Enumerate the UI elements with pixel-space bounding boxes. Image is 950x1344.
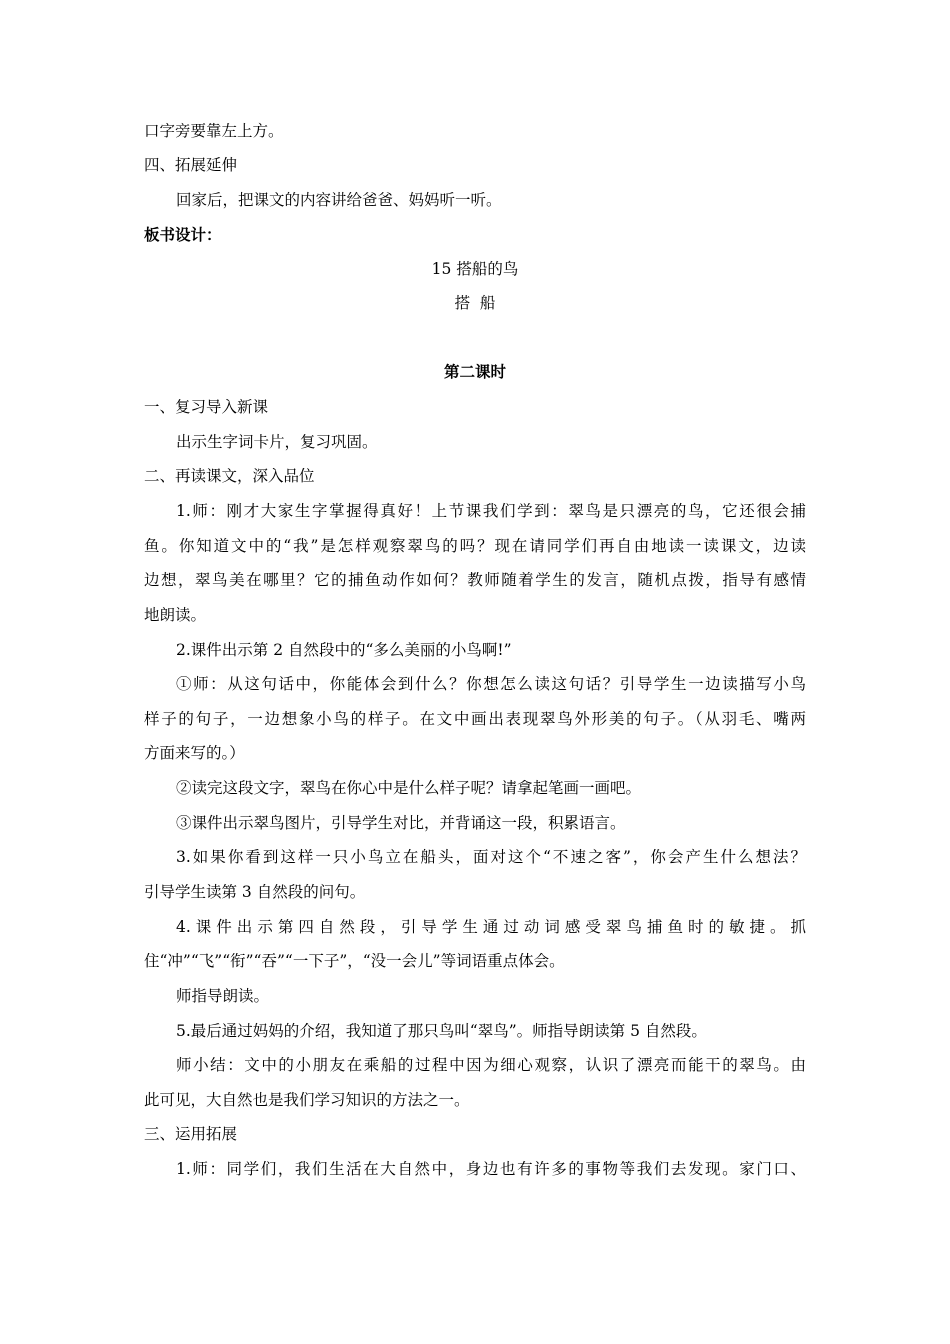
text-line: 3.如果你看到这样一只小鸟立在船头，面对这个“不速之客”，你会产生什么想法？	[176, 848, 806, 866]
text-line: 1.师：同学们，我们生活在大自然中，身边也有许多的事物等我们去发现。家门口、	[176, 1160, 806, 1178]
text-line: 师指导朗读。	[176, 987, 270, 1005]
section-heading-reread: 二、再读课文，深入品位	[144, 467, 315, 485]
lesson-title: 第二课时	[443, 362, 506, 381]
text-line: 住“冲”“飞”“衔”“吞”“一下子”，“没一会儿”等词语重点体会。	[144, 952, 565, 970]
text-line: 引导学生读第 3 自然段的问句。	[144, 883, 366, 901]
text-line: 4.课件出示第四自然段，引导学生通过动词感受翠鸟捕鱼时的敏捷。抓	[176, 918, 806, 936]
text-line: ②读完这段文字，翠鸟在你心中是什么样子呢？请拿起笔画一画吧。	[176, 779, 642, 797]
text-line: ①师：从这句话中，你能体会到什么？你想怎么读这句话？引导学生一边读描写小鸟	[176, 675, 806, 693]
text-line: 此可见，大自然也是我们学习知识的方法之一。	[144, 1091, 470, 1109]
text-line: 师小结：文中的小朋友在乘船的过程中因为细心观察，认识了漂亮而能干的翠鸟。由	[176, 1056, 806, 1074]
board-design-label: 板书设计：	[144, 225, 222, 244]
text-line: 2.课件出示第 2 自然段中的“多么美丽的小鸟啊!”	[176, 641, 512, 659]
text-line: ③课件出示翠鸟图片，引导学生对比，并背诵这一段，积累语言。	[176, 814, 626, 832]
section-heading-apply: 三、运用拓展	[144, 1125, 238, 1143]
section-heading-extend: 四、拓展延伸	[144, 156, 238, 174]
text-line: 鱼。你知道文中的“我”是怎样观察翠鸟的吗？现在请同学们再自由地读一读课文，边读	[144, 537, 806, 555]
board-title: 15 搭船的鸟	[431, 260, 519, 278]
text-line: 口字旁要靠左上方。	[144, 122, 284, 140]
section-heading-review: 一、复习导入新课	[144, 398, 269, 416]
text-line: 1.师：刚才大家生字掌握得真好！上节课我们学到：翠鸟是只漂亮的鸟，它还很会捕	[176, 502, 806, 520]
text-line: 边想，翠鸟美在哪里？它的捕鱼动作如何？教师随着学生的发言，随机点拨，指导有感情	[144, 571, 806, 589]
text-line: 方面来写的。）	[144, 744, 245, 762]
text-line: 地朗读。	[144, 606, 207, 624]
text-line: 样子的句子，一边想象小鸟的样子。在文中画出表现翠鸟外形美的句子。（从羽毛、嘴两	[144, 710, 806, 728]
text-line: 出示生字词卡片，复习巩固。	[176, 433, 378, 451]
board-subtitle: 搭 船	[454, 294, 496, 312]
text-line: 回家后，把课文的内容讲给爸爸、妈妈听一听。	[176, 191, 502, 209]
text-line: 5.最后通过妈妈的介绍，我知道了那只鸟叫“翠鸟”。师指导朗读第 5 自然段。	[176, 1022, 707, 1040]
